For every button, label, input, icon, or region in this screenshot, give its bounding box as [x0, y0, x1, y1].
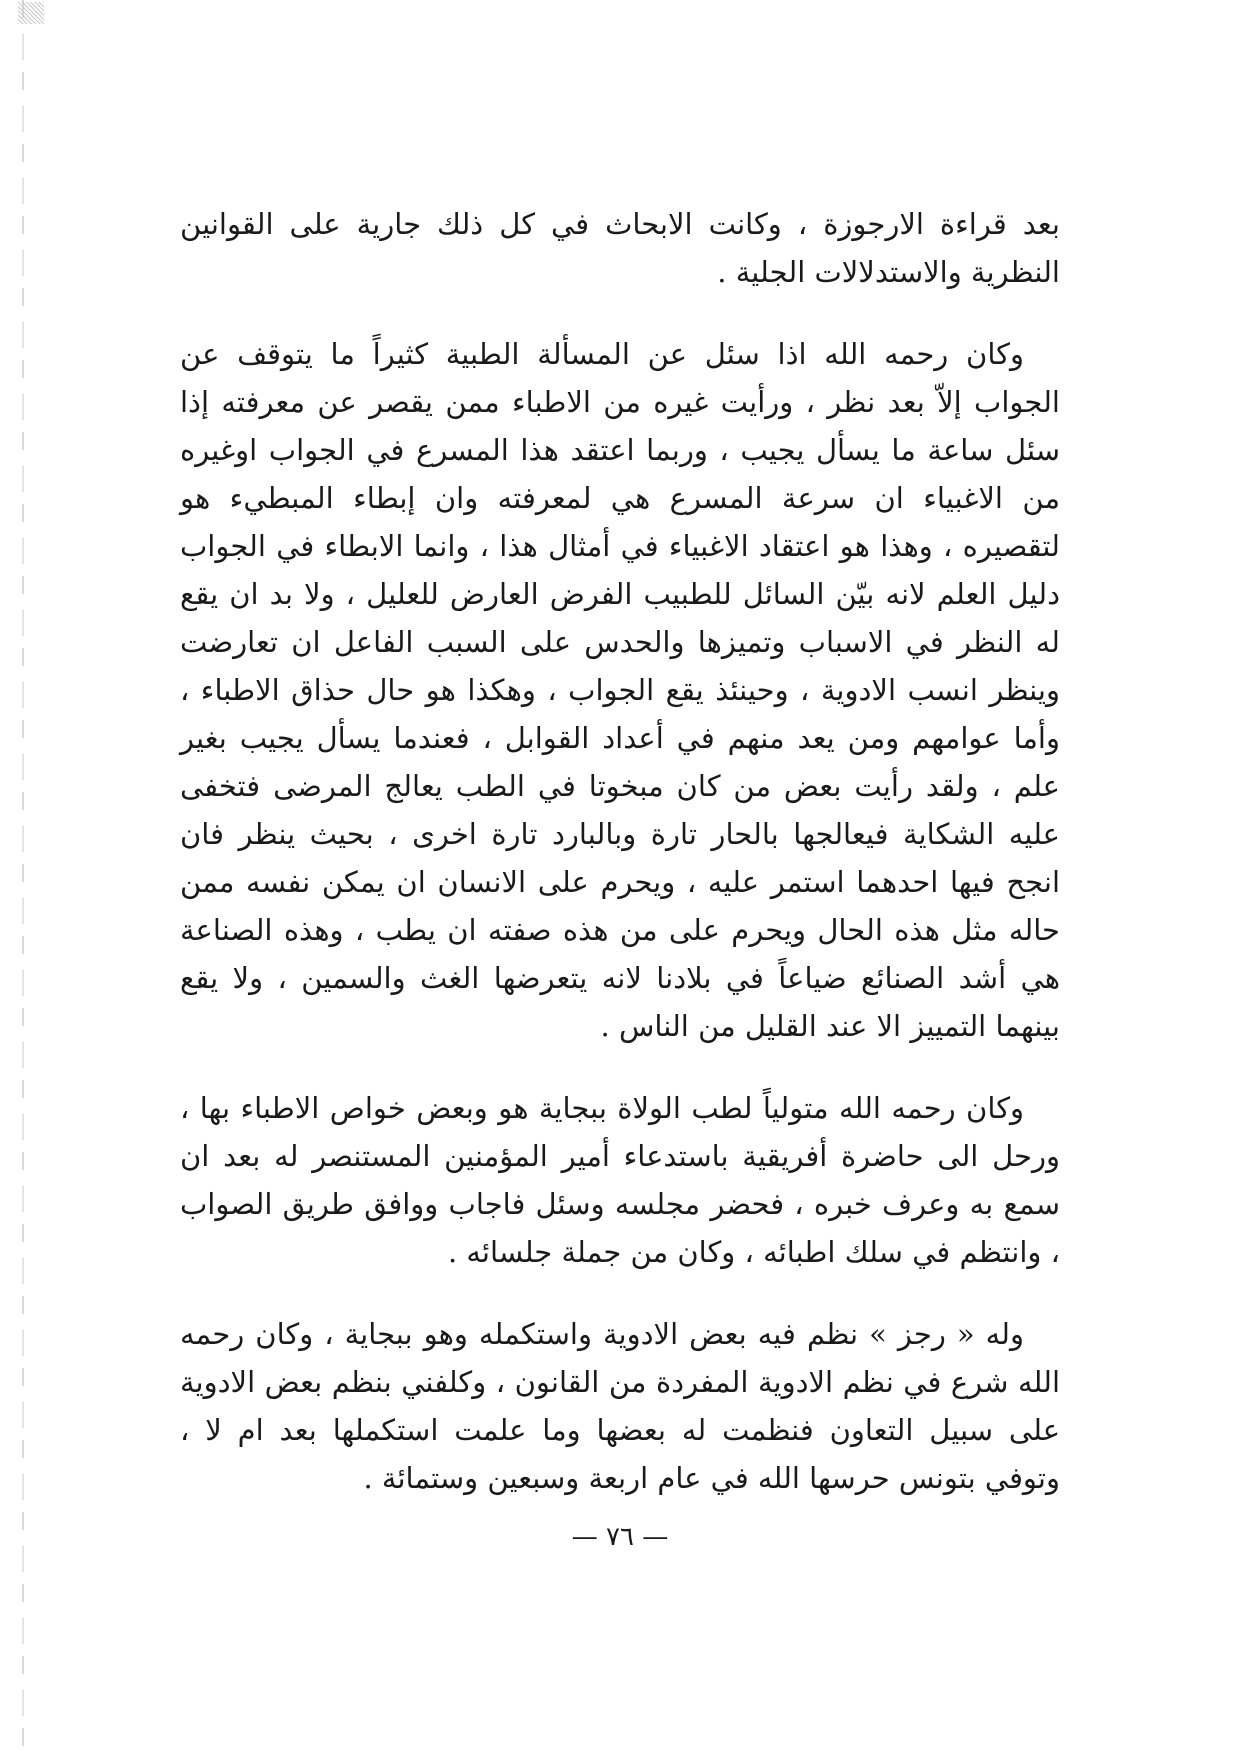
- scan-edge-line: [22, 0, 24, 1754]
- page-number: — ٧٦ —: [571, 1522, 669, 1552]
- paragraph-2: وكان رحمه الله اذا سئل عن المسألة الطبية كثيراً ما يتوقف عن الجواب إلاّ بعد نظر ، ورأيت غيره من الاطباء ممن يقصر عن معرفته إذا سئل ساعة ما يسأل يجيب ، وربما اعتقد هذا المسرع في الجواب اوغيره من الاغبياء ان سرعة المسرع هي لمعرفته وان إبطاء المبطيء هو لتقصيره ، وهذا هو اعتقاد الاغبياء في أمثال هذا ، وانما الابطاء في الجواب دليل العلم لانه بيّن السائل للطبيب الفرض العارض للعليل ، ولا بد ان يقع له النظر في الاسباب وتميزها والحدس على السبب الفاعل ان تعارضت وينظر انسب الادوية ، وحينئذ يقع الجواب ، وهكذا هو حال حذاق الاطباء ، وأما عوامهم ومن يعد منهم في أعداد القوابل ، فعندما يسأل يجيب بغير علم ، ولقد رأيت بعض من كان مبخوتا في الطب يعالج المرضى فتخفى عليه الشكاية فيعالجها بالحار تارة وبالبارد تارة اخرى ، بحيث ينظر فان انجح فيها احدهما استمر عليه ، ويحرم على الانسان ان يمكن نفسه ممن حاله مثل هذه الحال ويحرم على من هذه صفته ان يطب ، وهذه الصناعة هي أشد الصنائع ضياعاً في بلادنا لانه يتعرضها الغث والسمين ، ولا يقع بينهما التمييز الا عند القليل من الناس .: [180, 337, 1060, 1043]
- paragraph-1: بعد قراءة الارجوزة ، وكانت الابحاث في كل ذلك جارية على القوانين النظرية والاستدلالات الجلية .: [180, 207, 1060, 289]
- paragraph-3: وكان رحمه الله متولياً لطب الولاة ببجاية هو وبعض خواص الاطباء بها ، ورحل الى حاضرة أفريقية باستدعاء أمير المؤمنين المستنصر له بعد ان سمع به وعرف خبره ، فحضر مجلسه وسئل فاجاب ووافق طريق الصواب ، وانتظم في سلك اطبائه ، وكان من جملة جلسائه .: [180, 1091, 1060, 1269]
- paragraph-4: وله « رجز » نظم فيه بعض الادوية واستكمله وهو ببجاية ، وكان رحمه الله شرع في نظم الادوية المفردة من القانون ، وكلفني بنظم بعض الادوية على سبيل التعاون فنظمت له بعضها وما علمت استكملها بعد ام لا ، وتوفي بتونس حرسها الله في عام اربعة وسبعين وستمائة .: [180, 1317, 1060, 1495]
- body-text: [180, 200, 1060, 1536]
